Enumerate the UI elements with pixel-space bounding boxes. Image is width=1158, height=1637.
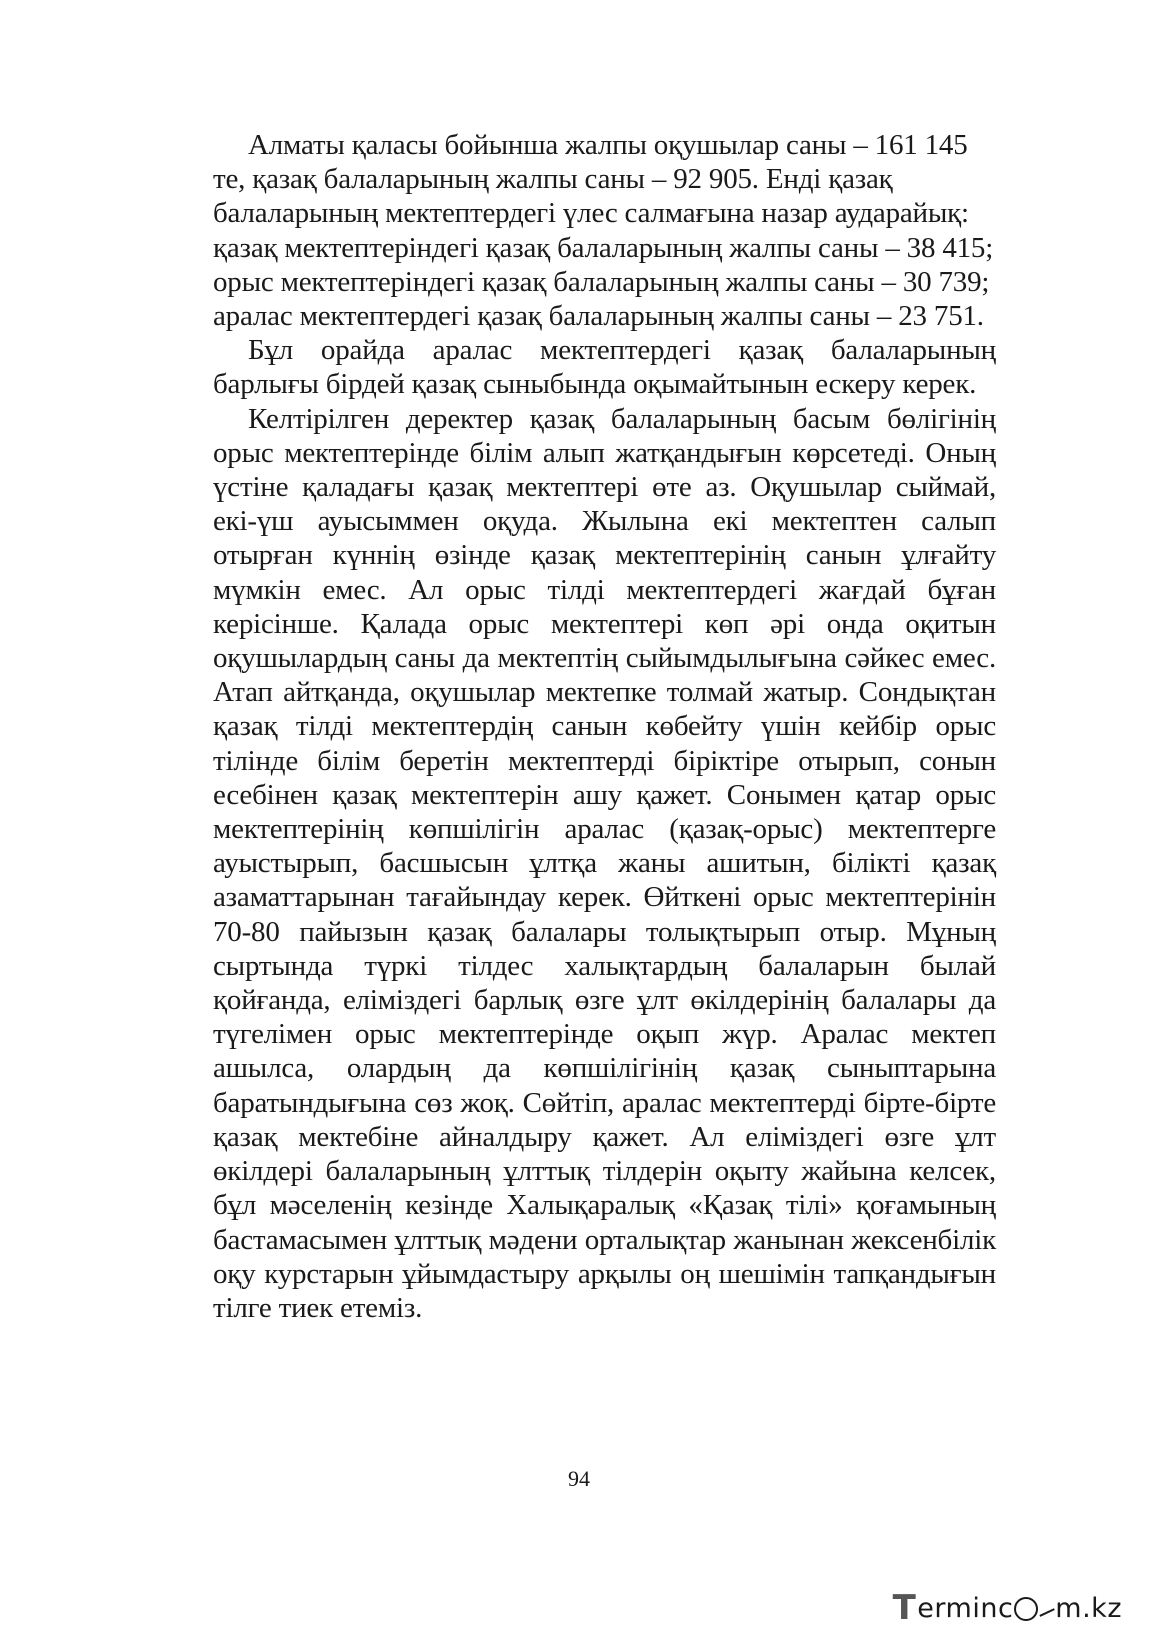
watermark-text: erminc bbox=[917, 1592, 1014, 1624]
magnifier-handle-icon bbox=[1036, 1599, 1056, 1617]
magnifier-icon bbox=[1014, 1597, 1038, 1621]
paragraph-line: қазақ мектептеріндегі қазақ балаларының жалпы саны – 38 415; bbox=[213, 231, 994, 264]
paragraph-line: аралас мектептердегі қазақ балаларының жалпы саны – 23 751. bbox=[213, 300, 984, 333]
paragraph-mixed-schools: Бұл орайда аралас мектептердегі қазақ балаларының барлығы бірдей қазақ сыныбында оқымайтынын ескеру керек. bbox=[213, 334, 996, 401]
paragraph-line: балаларының мектептердегі үлес салмағына назар аударайық: bbox=[213, 197, 969, 230]
paragraph-line: те, қазақ балаларының жалпы саны – 92 905. Енді қазақ bbox=[213, 163, 893, 196]
watermark-t-letter: T bbox=[892, 1588, 917, 1628]
paragraph-statistics bbox=[213, 128, 996, 333]
paragraph-line: орыс мектептеріндегі қазақ балаларының жалпы саны – 30 739; bbox=[213, 265, 990, 298]
paragraph-line: Алматы қаласы бойынша жалпы оқушылар саны – 161 145 bbox=[248, 129, 968, 161]
page-number: 94 bbox=[568, 1466, 590, 1491]
terminkom-watermark-logo bbox=[893, 1590, 1122, 1626]
page-body bbox=[213, 128, 996, 1325]
paragraph-analysis: Келтірілген деректер қазақ балаларының басым бөлігінің орыс мектептерінде білім алып жатқандығын көрсетеді. Оның үстіне қаладағы қазақ мектептері өте аз. Оқушылар сыймай, екі-үш ауысыммен оқуда. Жылына екі мектептен салып отырған күннің өзінде қазақ мектептерінің санын ұлғайту мүмкін емес. Ал орыс тілді мектептердегі жағдай бұған керісінше. Қалада орыс мектептері көп әрі онда оқитын оқушылардың саны да мектептің сыйымдылығына сәйкес емес. Атап айтқанда, оқушылар мектепке толмай жатыр. Сондықтан қазақ тілді мектептердің санын көбейту үшін кейбір орыс тілінде білім беретін мектептерді біріктіре отырып, сонын есебінен қазақ мектептерін ашу қажет. Сонымен қатар орыс мектептерінің көпшілігін аралас (қазақ-орыс) мектептерге ауыстырып, басшысын ұлтқа жаны ашитын, білікті қазақ азаматтарынан тағайындау керек. Өйткені орыс мектептерінін 70-80 пайызын қазақ балалары толықтырып отыр. Мұның сыртында түркі тілдес халықтардың балаларын былай қойғанда, еліміздегі барлық өзге ұлт өкілдерінің балалары да түгелімен орыс мектептерінде оқып жүр. Аралас мектеп ашылса, олардың да көпшілігінің қазақ сыныптарына баратындығына сөз жоқ. Сөйтіп, аралас мектептерді бірте-бірте қазақ мектебіне айналдыру қажет. Ал еліміздегі өзге ұлт өкілдері балаларының ұлттық тілдерін оқыту жайына келсек, бұл мәселенің кезінде Халықаралық «Қазақ тілі» қоғамының бастамасымен ұлттық мәдени орталықтар жанынан жексенбілік оқу курстарын ұйымдастыру арқылы оң шешімін тапқандығын тілге тиек етеміз. bbox=[213, 402, 996, 1324]
watermark-domain: m.kz bbox=[1055, 1592, 1122, 1624]
